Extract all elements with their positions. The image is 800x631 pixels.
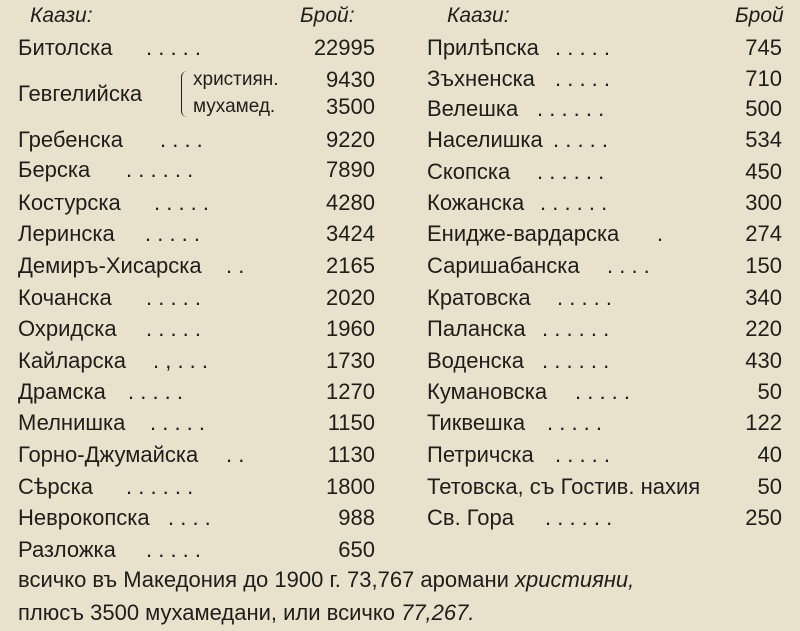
table-row [18, 125, 375, 155]
kaza-count: 650 [338, 537, 375, 562]
leader-dots: . . . . . [557, 285, 613, 310]
kaza-count: 988 [338, 505, 375, 530]
table-row [18, 314, 375, 344]
table-row [18, 155, 375, 185]
kaza-name: Демиръ-Хисарска [18, 253, 202, 278]
kaza-name: Драмска [18, 379, 106, 404]
kaza-count: 745 [745, 35, 782, 60]
table-row [427, 377, 782, 407]
leader-dots: . . . . . [547, 410, 603, 435]
kaza-count: 1270 [326, 379, 375, 404]
table-row [18, 472, 375, 502]
kaza-name: Тетовска, съ Гостив. нахия [427, 474, 701, 499]
kaza-count: 534 [745, 127, 782, 152]
table-row [427, 157, 782, 187]
table-row [18, 377, 375, 407]
table-row [18, 283, 375, 313]
kaza-name: Мелнишка [18, 410, 126, 435]
kaza-name: Петричска [427, 442, 534, 467]
kaza-name: Неврокопска [18, 505, 150, 530]
table-row [427, 33, 782, 63]
kaza-count: 250 [745, 505, 782, 530]
table-row [18, 535, 375, 565]
leader-dots: . . . . . . [126, 474, 194, 499]
leader-dots: . . . . [607, 253, 650, 278]
leader-dots: . [657, 221, 664, 246]
kaza-name: Леринска [18, 221, 115, 246]
kaza-name: Тиквешка [427, 410, 526, 435]
kaza-count: 122 [745, 410, 782, 435]
table-row [427, 503, 782, 533]
leader-dots: . . . . . [146, 285, 202, 310]
left-header-kazi: Каази: [30, 4, 93, 27]
kaza-count: 1150 [327, 410, 375, 435]
kaza-count: 1730 [326, 348, 375, 373]
kaza-count: 500 [745, 96, 782, 121]
sub-count-muslim: 3500 [326, 94, 375, 119]
brace-icon [181, 71, 189, 117]
table-row [427, 94, 782, 124]
leader-dots: . . . . . [154, 190, 210, 215]
table-row [427, 346, 782, 376]
leader-dots: . . . . . . [126, 157, 194, 182]
kaza-count: 40 [757, 442, 782, 467]
footer-italic: християни, [515, 567, 635, 592]
leader-dots: . . . . . [128, 379, 184, 404]
table-row [427, 440, 782, 470]
sub-count-christian: 9430 [326, 67, 375, 92]
table-row [18, 408, 375, 438]
leader-dots: . . . . . . [542, 348, 610, 373]
kaza-name: Горно-Джумайска [18, 442, 199, 467]
leader-dots: . , . . . [153, 348, 209, 373]
kaza-count: 300 [745, 190, 782, 215]
leader-dots: . . [226, 253, 245, 278]
footer-line-2 [18, 596, 788, 629]
kaza-name: Кожанска [427, 190, 525, 215]
kaza-count: 430 [745, 348, 782, 373]
kaza-count: 2165 [326, 253, 375, 278]
table-row [427, 188, 782, 218]
kaza-count: 1800 [326, 474, 375, 499]
footer-text: плюсъ 3500 мухамедани, или всичко [18, 600, 402, 625]
kaza-name: Разложка [18, 537, 116, 562]
kaza-count: 220 [745, 316, 782, 341]
kaza-count: 7890 [326, 157, 375, 182]
kaza-name: Паланска [427, 316, 526, 341]
kaza-name: Сѣрска [18, 474, 93, 499]
kaza-name: Воденска [427, 348, 524, 373]
leader-dots: . . . . . [146, 316, 202, 341]
kaza-name: Берска [18, 157, 91, 182]
kaza-name: Кайларска [18, 348, 126, 373]
table-row [18, 188, 375, 218]
kaza-name: Саришабанска [427, 253, 580, 278]
table-row [427, 408, 782, 438]
kaza-count: 2020 [326, 285, 375, 310]
table-row [427, 472, 782, 502]
footer-italic: 77,267. [401, 600, 475, 625]
sub-label-muslim: мухамед. [193, 96, 276, 117]
right-header-broi: Брой [735, 4, 784, 27]
kaza-name: Населишка [427, 127, 543, 152]
table-row [18, 33, 375, 63]
leader-dots: . . . . . . [540, 190, 608, 215]
leader-dots: . . . . . . [542, 316, 610, 341]
kaza-count: 150 [745, 253, 782, 278]
leader-dots: . . . . . [146, 537, 202, 562]
leader-dots: . . . . [160, 127, 203, 152]
table-row [18, 346, 375, 376]
table-row [427, 125, 782, 155]
sub-label-christian: християн. [193, 69, 279, 90]
kaza-count: 22995 [313, 35, 375, 60]
left-header-broi: Брой: [300, 4, 355, 27]
kaza-name: Велешка [427, 96, 519, 121]
kaza-name: Прилѣпска [427, 35, 539, 60]
kaza-name: Кочанска [18, 285, 112, 310]
kaza-name: Скопска [427, 159, 511, 184]
kaza-name: Кумановска [427, 379, 548, 404]
table-row [427, 314, 782, 344]
kaza-count: 4280 [326, 190, 375, 215]
kaza-count: 9220 [326, 127, 375, 152]
leader-dots: . . . . . [555, 442, 611, 467]
table-row [18, 440, 375, 470]
right-header-kazi: Каази: [447, 4, 510, 27]
kaza-name: Гевгелийска [18, 81, 143, 106]
leader-dots: . . . . . [555, 66, 611, 91]
kaza-count: 340 [745, 285, 782, 310]
leader-dots: . . . . . [575, 379, 631, 404]
table-row [18, 251, 375, 281]
split-row-gevgeliyska [18, 65, 375, 123]
kaza-count: 1960 [326, 316, 375, 341]
kaza-name: Зъхненска [427, 66, 535, 91]
leader-dots: . . . . . [146, 35, 202, 60]
kaza-name: Енидже-вардарска [427, 221, 620, 246]
leader-dots: . . . . . . [537, 96, 605, 121]
kaza-name: Костурска [18, 190, 121, 215]
kaza-count: 274 [745, 221, 782, 246]
kaza-name: Гребенска [18, 127, 123, 152]
leader-dots: . . . . . . [537, 159, 605, 184]
kaza-count: 1130 [327, 442, 375, 467]
kaza-name: Битолска [18, 35, 113, 60]
leader-dots: . . . . . [150, 410, 206, 435]
table-row [427, 283, 782, 313]
leader-dots: . . [226, 442, 245, 467]
table-row [18, 503, 375, 533]
kaza-count: 50 [757, 379, 782, 404]
footer-summary [18, 563, 788, 629]
leader-dots: . . . . . . [545, 505, 613, 530]
leader-dots: . . . . . [553, 127, 609, 152]
leader-dots: . . . . . [145, 221, 201, 246]
kaza-name: Кратовска [427, 285, 531, 310]
kaza-count: 3424 [326, 221, 375, 246]
table-row [427, 219, 782, 249]
kaza-count: 710 [745, 66, 782, 91]
table-row [427, 64, 782, 94]
table-row [427, 251, 782, 281]
kaza-count: 450 [745, 159, 782, 184]
leader-dots: . . . . . [555, 35, 611, 60]
table-row [18, 219, 375, 249]
kaza-name: Охридска [18, 316, 117, 341]
kaza-name: Св. Гора [427, 505, 514, 530]
footer-text: всичко въ Македония до 1900 г. 73,767 аромани [18, 567, 516, 592]
footer-line-1 [18, 563, 788, 596]
kaza-count: 50 [757, 474, 782, 499]
leader-dots: . . . . [168, 505, 211, 530]
